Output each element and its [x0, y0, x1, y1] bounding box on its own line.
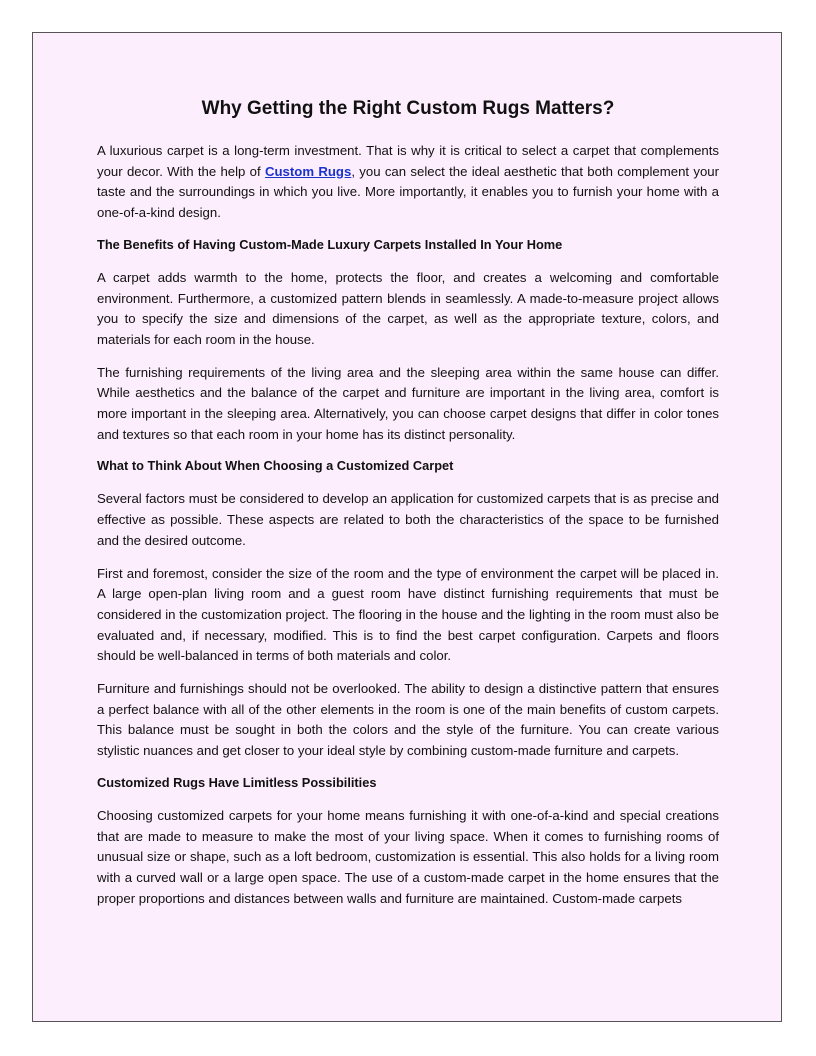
- benefits-paragraph-2: The furnishing requirements of the living area and the sleeping area within the same house can differ. While aesthetics and the balance of the carpet and furniture are important in the living area, comfort is more important in the sleeping area. Alternatively, you can choose carpet designs that differ in color tones and textures so that each room in your home has its distinct personality.: [97, 364, 719, 442]
- possibilities-paragraph-1: Choosing customized carpets for your home means furnishing it with one-of-a-kind and special creations that are made to measure to make the most of your living space. When it comes to furnishing rooms of unusual size or shape, such as a loft bedroom, customization is essential. This also holds for a living room with a curved wall or a large open space. The use of a custom-made carpet in the home ensures that the proper proportions and distances between walls and furniture are maintained. Custom-made carpets: [97, 807, 719, 906]
- choosing-paragraph-1: Several factors must be considered to develop an application for customized carpets that is as precise and effective as possible. These aspects are related to both the characteristics of the space to be furnished and the desired outcome.: [97, 491, 719, 548]
- page-title: Why Getting the Right Custom Rugs Matters?: [201, 98, 615, 119]
- benefits-paragraph-1: A carpet adds warmth to the home, protects the floor, and creates a welcoming and comfortable environment. Furthermore, a customized pattern blends in seamlessly. A made-to-measure project allows you to specify the size and dimensions of the carpet, as well as the appropriate texture, colors, and materials for each room in the house.: [97, 269, 719, 347]
- section-heading-benefits: The Benefits of Having Custom-Made Luxury Carpets Installed In Your Home: [97, 236, 563, 252]
- section-heading-possibilities: Customized Rugs Have Limitless Possibilities: [97, 774, 377, 790]
- document-page: [32, 32, 782, 1022]
- document-body: [97, 96, 719, 921]
- intro-text-before-link: A luxurious carpet is a long-term investment. That is why it is critical to select a carpet that complements your decor. With the help of: [97, 143, 719, 179]
- intro-paragraph: [97, 141, 719, 224]
- custom-rugs-link[interactable]: Custom Rugs: [264, 163, 352, 179]
- section-heading-choosing: What to Think About When Choosing a Customized Carpet: [97, 458, 454, 474]
- choosing-paragraph-3: Furniture and furnishings should not be overlooked. The ability to design a distinctive pattern that ensures a perfect balance with all of the other elements in the room is one of the main benefits of custom carpets. This balance must be sought in both the colors and the style of the furniture. You can create various stylistic nuances and get closer to your ideal style by combining custom-made furniture and carpets.: [97, 681, 719, 759]
- choosing-paragraph-2: First and foremost, consider the size of the room and the type of environment the carpet will be placed in. A large open-plan living room and a guest room have distinct furnishing requirements that must be considered in the customization project. The flooring in the house and the lighting in the room must also be evaluated and, if necessary, modified. This is to find the best carpet configuration. Carpets and floors should be well-balanced in terms of both materials and color.: [97, 565, 719, 664]
- intro-text-after-link: , you can select the ideal aesthetic that both complement your taste and the surroundings in which you live. More importantly, it enables you to furnish your home with a one-of-a-kind design.: [97, 163, 720, 221]
